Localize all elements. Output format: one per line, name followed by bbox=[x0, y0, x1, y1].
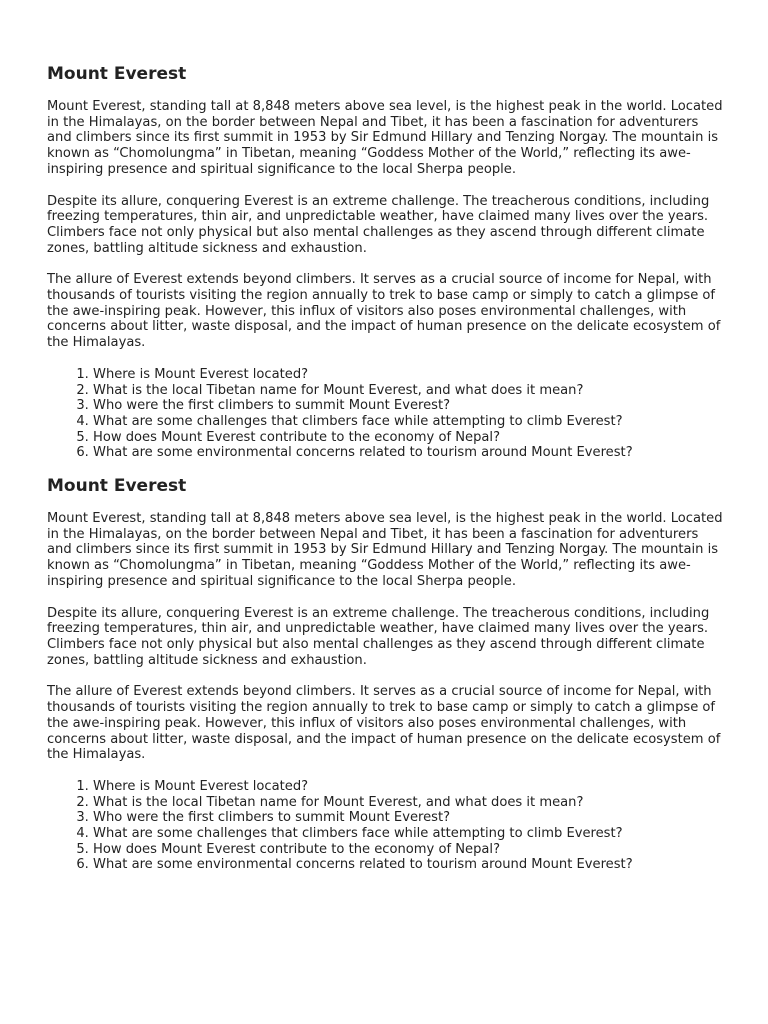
question-item: 5. How does Mount Everest contribute to the economy of Nepal? bbox=[93, 842, 722, 858]
article-section-2 bbox=[47, 474, 722, 873]
article-title: Mount Everest bbox=[47, 64, 187, 84]
question-item: 4. What are some challenges that climbers face while attempting to climb Everest? bbox=[93, 414, 722, 430]
article-paragraph-intro: Mount Everest, standing tall at 8,848 meters above sea level, is the highest peak in the world. Located in the Himalayas, on the border between Nepal and Tibet, it has been a fascination for adventurers and climbers since its first summit in 1953 by Sir Edmund Hillary and Tenzing Norgay. The mountain is known as “Chomolungma” in Tibetan, meaning “Goddess Mother of the World,” reflecting its awe-inspiring presence and spiritual significance to the local Sherpa people. bbox=[47, 99, 723, 177]
question-list bbox=[47, 367, 722, 461]
question-item: 6. What are some environmental concerns related to tourism around Mount Everest? bbox=[93, 445, 722, 461]
article-title: Mount Everest bbox=[47, 476, 187, 497]
question-item: 2. What is the local Tibetan name for Mount Everest, and what does it mean? bbox=[93, 383, 722, 399]
question-item: 4. What are some challenges that climbers face while attempting to climb Everest? bbox=[93, 826, 722, 842]
question-list bbox=[47, 779, 722, 873]
article-paragraph-intro: Mount Everest, standing tall at 8,848 meters above sea level, is the highest peak in the world. Located in the Himalayas, on the border between Nepal and Tibet, it has been a fascination for adventurers and climbers since its first summit in 1953 by Sir Edmund Hillary and Tenzing Norgay. The mountain is known as “Chomolungma” in Tibetan, meaning “Goddess Mother of the World,” reflecting its awe-inspiring presence and spiritual significance to the local Sherpa people. bbox=[47, 511, 723, 589]
article-paragraph-tourism: The allure of Everest extends beyond climbers. It serves as a crucial source of income for Nepal, with thousands of tourists visiting the region annually to trek to base camp or simply to catch a glimpse of the awe-inspiring peak. However, this influx of visitors also poses environmental challenges, with concerns about litter, waste disposal, and the impact of human presence on the delicate ecosystem of the Himalayas. bbox=[47, 684, 721, 763]
question-item: 3. Who were the first climbers to summit Mount Everest? bbox=[93, 398, 722, 414]
question-item: 2. What is the local Tibetan name for Mount Everest, and what does it mean? bbox=[93, 795, 722, 811]
question-item: 5. How does Mount Everest contribute to the economy of Nepal? bbox=[93, 430, 722, 446]
question-item: 1. Where is Mount Everest located? bbox=[93, 367, 722, 383]
article-section-1 bbox=[47, 62, 722, 461]
question-item: 3. Who were the first climbers to summit Mount Everest? bbox=[93, 810, 722, 826]
article-paragraph-challenges: Despite its allure, conquering Everest is an extreme challenge. The treacherous conditions, including freezing temperatures, thin air, and unpredictable weather, have claimed many lives over the years. Climbers face not only physical but also mental challenges as they ascend through different climate zones, battling altitude sickness and exhaustion. bbox=[47, 605, 710, 668]
article-paragraph-challenges: Despite its allure, conquering Everest is an extreme challenge. The treacherous conditions, including freezing temperatures, thin air, and unpredictable weather, have claimed many lives over the years. Climbers face not only physical but also mental challenges as they ascend through different climate zones, battling altitude sickness and exhaustion. bbox=[47, 193, 710, 256]
question-item: 1. Where is Mount Everest located? bbox=[93, 779, 722, 795]
question-item: 6. What are some environmental concerns related to tourism around Mount Everest? bbox=[93, 857, 722, 873]
article-paragraph-tourism: The allure of Everest extends beyond climbers. It serves as a crucial source of income for Nepal, with thousands of tourists visiting the region annually to trek to base camp or simply to catch a glimpse of the awe-inspiring peak. However, this influx of visitors also poses environmental challenges, with concerns about litter, waste disposal, and the impact of human presence on the delicate ecosystem of the Himalayas. bbox=[47, 272, 721, 351]
